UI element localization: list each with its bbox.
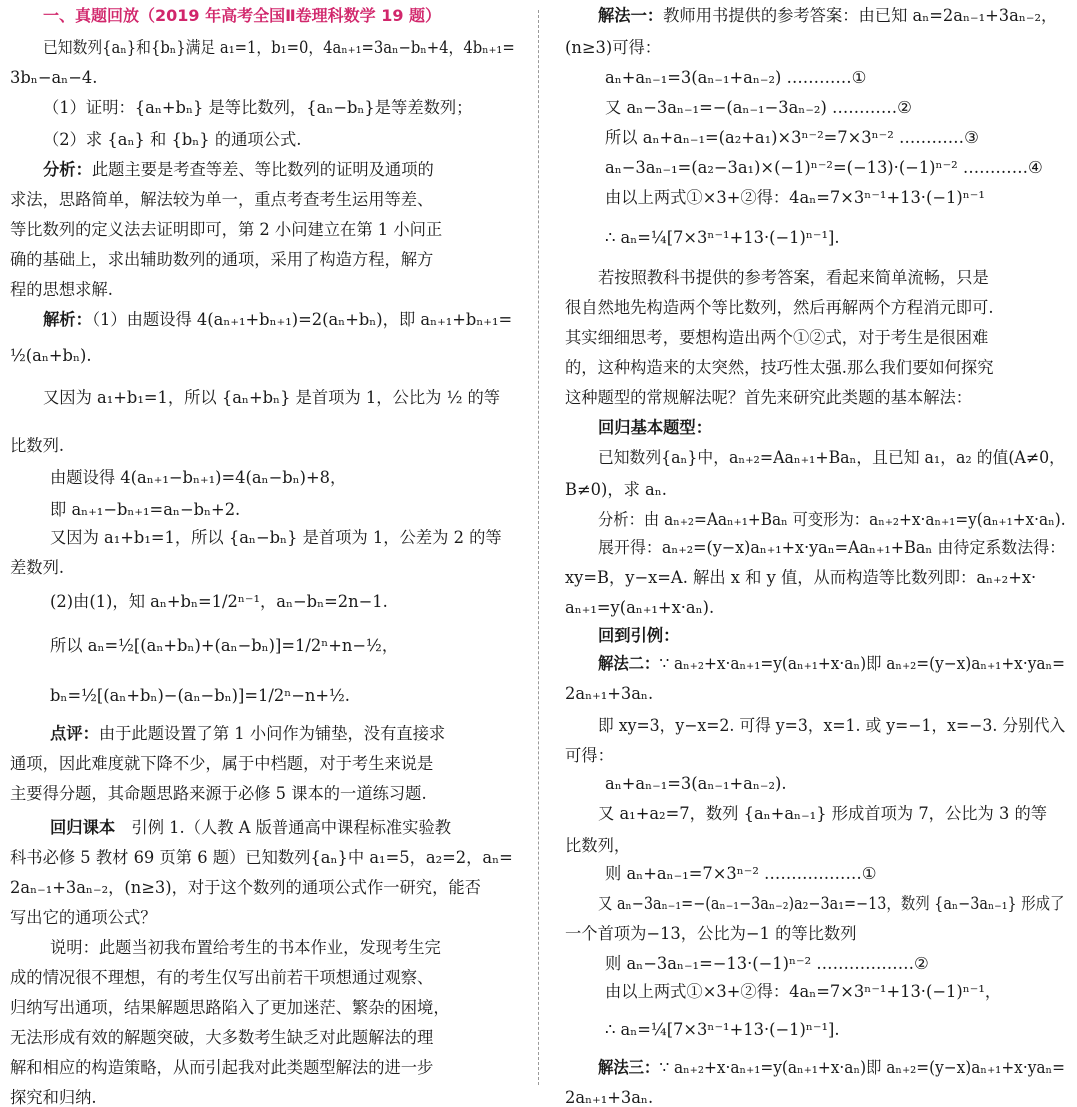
bold-label: 解析： [43,310,92,329]
right-column-line [598,8,1057,24]
right-column-line [598,718,1065,734]
right-column-line [565,330,988,346]
left-column-line [50,940,441,956]
line-text: (2)由(1)，知 aₙ+bₙ=1/2ⁿ⁻¹，aₙ−bₙ=2n−1. [50,592,388,611]
line-text: 科书必修 5 教材 69 页第 6 题）已知数列{aₙ}中 a₁=5，a₂=2，aₙ= [10,848,513,867]
left-column-line [43,390,500,406]
line-text: 求法，思路简单，解法较为单一，重点考查考生运用等差、 [10,190,434,209]
line-text: 程的思想求解. [10,280,113,299]
left-column-line [10,910,157,926]
right-column-line [605,100,912,116]
left-column-line [10,560,64,576]
line-text: ∵ aₙ₊₂+x·aₙ₊₁=y(aₙ₊₁+x·aₙ)即 aₙ₊₂=(y−x)aₙ₊₁+x·yaₙ= [659,1058,1065,1077]
left-column-line [50,530,502,546]
left-column-line [43,100,472,116]
right-column-line [565,600,714,616]
left-column-line [10,222,442,238]
line-text: 解和相应的构造策略，从而引起我对此类题型解法的进一步 [10,1058,434,1077]
line-text: aₙ−3aₙ₋₁=(a₂−3a₁)×(−1)ⁿ⁻²=(−13)·(−1)ⁿ⁻² …………④ [605,158,1043,177]
left-column-line [10,970,433,986]
line-text: 由以上两式①×3+②得：4aₙ=7×3ⁿ⁻¹+13·(−1)ⁿ⁻¹， [605,982,1002,1001]
column-divider [538,10,539,1085]
left-column-line [10,282,113,298]
right-column-line [598,420,712,436]
line-text: ∵ aₙ₊₂+x·aₙ₊₁=y(aₙ₊₁+x·aₙ)即 aₙ₊₂=(y−x)aₙ₊₁+x·yaₙ= [659,654,1065,673]
right-column-line [598,806,1047,822]
section-heading: 一、真题回放（2019 年高考全国Ⅱ卷理科数学 19 题） [43,6,442,25]
line-text: bₙ=½[(aₙ+bₙ)−(aₙ−bₙ)]=1/2ⁿ−n+½. [50,686,350,705]
right-column-line [565,40,661,56]
line-text: 确的基础上，求出辅助数列的通项，采用了构造方程，解方 [10,250,434,269]
line-text: 又因为 a₁+b₁=1，所以 {aₙ−bₙ} 是首项为 1，公差为 2 的等 [50,528,502,547]
right-column-line [565,482,667,498]
line-text: （1）由题设得 4(aₙ₊₁+bₙ₊₁)=2(aₙ+bₙ)，即 aₙ₊₁+bₙ₊₁= [91,310,513,329]
line-text: 此题主要是考查等差、等比数列的证明及通项的 [91,160,434,179]
line-text: (n≥3)可得： [565,38,662,57]
right-column-line [565,1090,653,1106]
bold-label: 点评： [50,724,99,743]
right-column-line [605,190,985,206]
right-column-line [598,512,1066,528]
line-text: 2aₙ₊₁+3aₙ. [565,1088,654,1107]
left-column-line [50,638,398,654]
line-text: 展开得：aₙ₊₂=(y−x)aₙ₊₁+x·yaₙ=Aaₙ₊₁+Baₙ 由待定系数法得： [598,538,1066,557]
left-column-line [50,502,240,518]
line-text: ½(aₙ+bₙ). [10,346,92,365]
bold-label: 解法三： [598,1058,660,1077]
line-text: 由题设得 4(aₙ₊₁−bₙ₊₁)=4(aₙ−bₙ)+8， [50,468,347,487]
line-text: 所以 aₙ+aₙ₋₁=(a₂+a₁)×3ⁿ⁻²=7×3ⁿ⁻² …………③ [605,128,979,147]
line-text: 通项，因此难度就下降不少，属于中档题，对于考生来说是 [10,754,434,773]
line-text: （1）证明：{aₙ+bₙ} 是等比数列，{aₙ−bₙ}是等差数列； [43,98,473,117]
left-column-line [10,1090,97,1106]
bold-label: 回归课本 [50,818,116,837]
line-text: 的，这种构造来的太突然，技巧性太强.那么我们要如何探究 [565,358,994,377]
left-column-line [10,348,92,364]
right-column-line [565,300,994,316]
line-text: 分析：由 aₙ₊₂=Aaₙ₊₁+Baₙ 可变形为：aₙ₊₂+x·aₙ₊₁=y(aₙ₊₁+x·aₙ). [598,510,1066,529]
left-column-line [10,880,481,896]
line-text: 已知数列{aₙ}中，aₙ₊₂=Aaₙ₊₁+Baₙ，且已知 a₁，a₂ 的值(A≠0， [598,448,1065,467]
line-text: aₙ+aₙ₋₁=3(aₙ₋₁+aₙ₋₂) …………① [605,68,867,87]
right-column-line [565,360,994,376]
right-column-line [605,866,876,882]
left-column-line [10,850,513,866]
right-column-line [605,776,787,792]
left-column-line [10,252,433,268]
line-text: （2）求 {aₙ} 和 {bₙ} 的通项公式. [43,130,302,149]
right-column-line [605,70,866,86]
line-text: 又 aₙ−3aₙ₋₁=−(aₙ₋₁−3aₙ₋₂) …………② [605,98,912,117]
line-text: 又 a₁+a₂=7，数列 {aₙ+aₙ₋₁} 形成首项为 7，公比为 3 的等 [598,804,1048,823]
line-text: B≠0)，求 aₙ. [565,480,667,499]
right-column-line [565,686,653,702]
left-column-line [10,192,433,208]
line-text: 等比数列的定义法去证明即可，第 2 小问建立在第 1 小问正 [10,220,443,239]
left-column-line [50,594,388,610]
line-text: 可得： [565,746,614,765]
right-column-line [605,160,1043,176]
right-column-line [565,748,614,764]
line-text: 这种题型的常规解法呢？首先来研究此类题的基本解法： [565,388,973,407]
line-text: aₙ₊₁=y(aₙ₊₁+x·aₙ). [565,598,715,617]
bold-label: 回到引例： [598,626,680,645]
line-text: 写出它的通项公式？ [10,908,157,927]
line-text: 教师用书提供的参考答案：由已知 aₙ=2aₙ₋₁+3aₙ₋₂， [663,6,1058,25]
line-text: 一个首项为−13，公比为−1 的等比数列 [565,924,857,943]
line-text: ∴ aₙ=¼[7×3ⁿ⁻¹+13·(−1)ⁿ⁻¹]. [605,228,840,247]
line-text: 其实细细思考，要想构造出两个①②式，对于考生是很困难 [565,328,989,347]
line-text: 又因为 a₁+b₁=1，所以 {aₙ+bₙ} 是首项为 1，公比为 ½ 的等 [43,388,501,407]
right-column-line [565,926,856,942]
left-column-line [50,820,451,836]
right-column-line [598,628,679,644]
line-text: 无法形成有效的解题突破，大多数考生缺乏对此题解法的理 [10,1028,434,1047]
line-text: 即 xy=3，y−x=2. 可得 y=3，x=1. 或 y=−1，x=−3. 分别代入 [598,716,1066,735]
line-text: 成的情况很不理想，有的考生仅写出前若干项想通过观察、 [10,968,434,987]
line-text: 由以上两式①×3+②得：4aₙ=7×3ⁿ⁻¹+13·(−1)ⁿ⁻¹ [605,188,985,207]
line-text: 则 aₙ+aₙ₋₁=7×3ⁿ⁻² ………………① [605,864,877,883]
bold-label: 回归基本题型： [598,418,712,437]
left-column-line [43,40,515,56]
right-column-line [605,230,840,246]
left-column-line [10,1000,450,1016]
line-text: 引例 1.（人教 A 版普通高中课程标准实验教 [115,818,452,837]
bold-label: 解法一： [598,6,664,25]
left-column-line [43,8,441,24]
right-column-line [605,1022,840,1038]
right-column-line [605,130,979,146]
line-text: 归纳写出通项，结果解题思路陷入了更加迷茫、繁杂的困境， [10,998,450,1017]
right-column-line [565,838,630,854]
right-column-line [598,656,1065,672]
left-column-line [43,312,512,328]
right-column-line [598,896,1064,912]
right-column-line [605,984,1001,1000]
line-text: 2aₙ₋₁+3aₙ₋₂，(n≥3)，对于这个数列的通项公式作一研究，能否 [10,878,481,897]
right-column-line [565,570,1036,586]
left-column-line [10,1060,433,1076]
line-text: 若按照教科书提供的参考答案，看起来简单流畅，只是 [598,268,989,287]
line-text: 比数列. [10,436,65,455]
line-text: 2aₙ₊₁+3aₙ. [565,684,654,703]
bold-label: 分析： [43,160,92,179]
line-text: 又 aₙ−3aₙ₋₁=−(aₙ₋₁−3aₙ₋₂)a₂−3a₁=−13，数列 {aₙ−3aₙ₋₁} 形成了 [598,894,1065,913]
right-column-line [598,1060,1065,1076]
line-text: aₙ+aₙ₋₁=3(aₙ₋₁+aₙ₋₂). [605,774,787,793]
line-text: 3bₙ−aₙ−4. [10,68,98,87]
line-text: 很自然地先构造两个等比数列，然后再解两个方程消元即可. [565,298,994,317]
right-column-line [598,270,989,286]
right-column-line [598,540,1065,556]
left-column-line [10,438,64,454]
right-column-line [605,956,929,972]
line-text: ∴ aₙ=¼[7×3ⁿ⁻¹+13·(−1)ⁿ⁻¹]. [605,1020,840,1039]
line-text: 比数列， [565,836,631,855]
line-text: 主要得分题，其命题思路来源于必修 5 课本的一道练习题. [10,784,427,803]
line-text: 探究和归纳. [10,1088,97,1107]
left-column-line [43,162,434,178]
right-column-line [598,450,1065,466]
right-column-line [565,390,972,406]
bold-label: 解法二： [598,654,660,673]
line-text: 说明：此题当初我布置给考生的书本作业，发现考生完 [50,938,441,957]
left-column-line [10,70,97,86]
left-column-line [50,726,445,742]
line-text: xy=B，y−x=A. 解出 x 和 y 值，从而构造等比数列即：aₙ₊₂+x· [565,568,1037,587]
line-text: 由于此题设置了第 1 小问作为铺垫，没有直接求 [98,724,446,743]
line-text: 已知数列{aₙ}和{bₙ}满足 a₁=1，b₁=0，4aₙ₊₁=3aₙ−bₙ+4，4bₙ₊₁= [43,38,515,57]
left-column-line [10,1030,433,1046]
left-column-line [43,132,301,148]
line-text: 则 aₙ−3aₙ₋₁=−13·(−1)ⁿ⁻² ………………② [605,954,929,973]
left-column-line [50,470,346,486]
left-column-line [50,688,350,704]
line-text: 差数列. [10,558,65,577]
line-text: 即 aₙ₊₁−bₙ₊₁=aₙ−bₙ+2. [50,500,241,519]
left-column-line [10,786,427,802]
line-text: 所以 aₙ=½[(aₙ+bₙ)+(aₙ−bₙ)]=1/2ⁿ+n−½， [50,636,399,655]
left-column-line [10,756,433,772]
